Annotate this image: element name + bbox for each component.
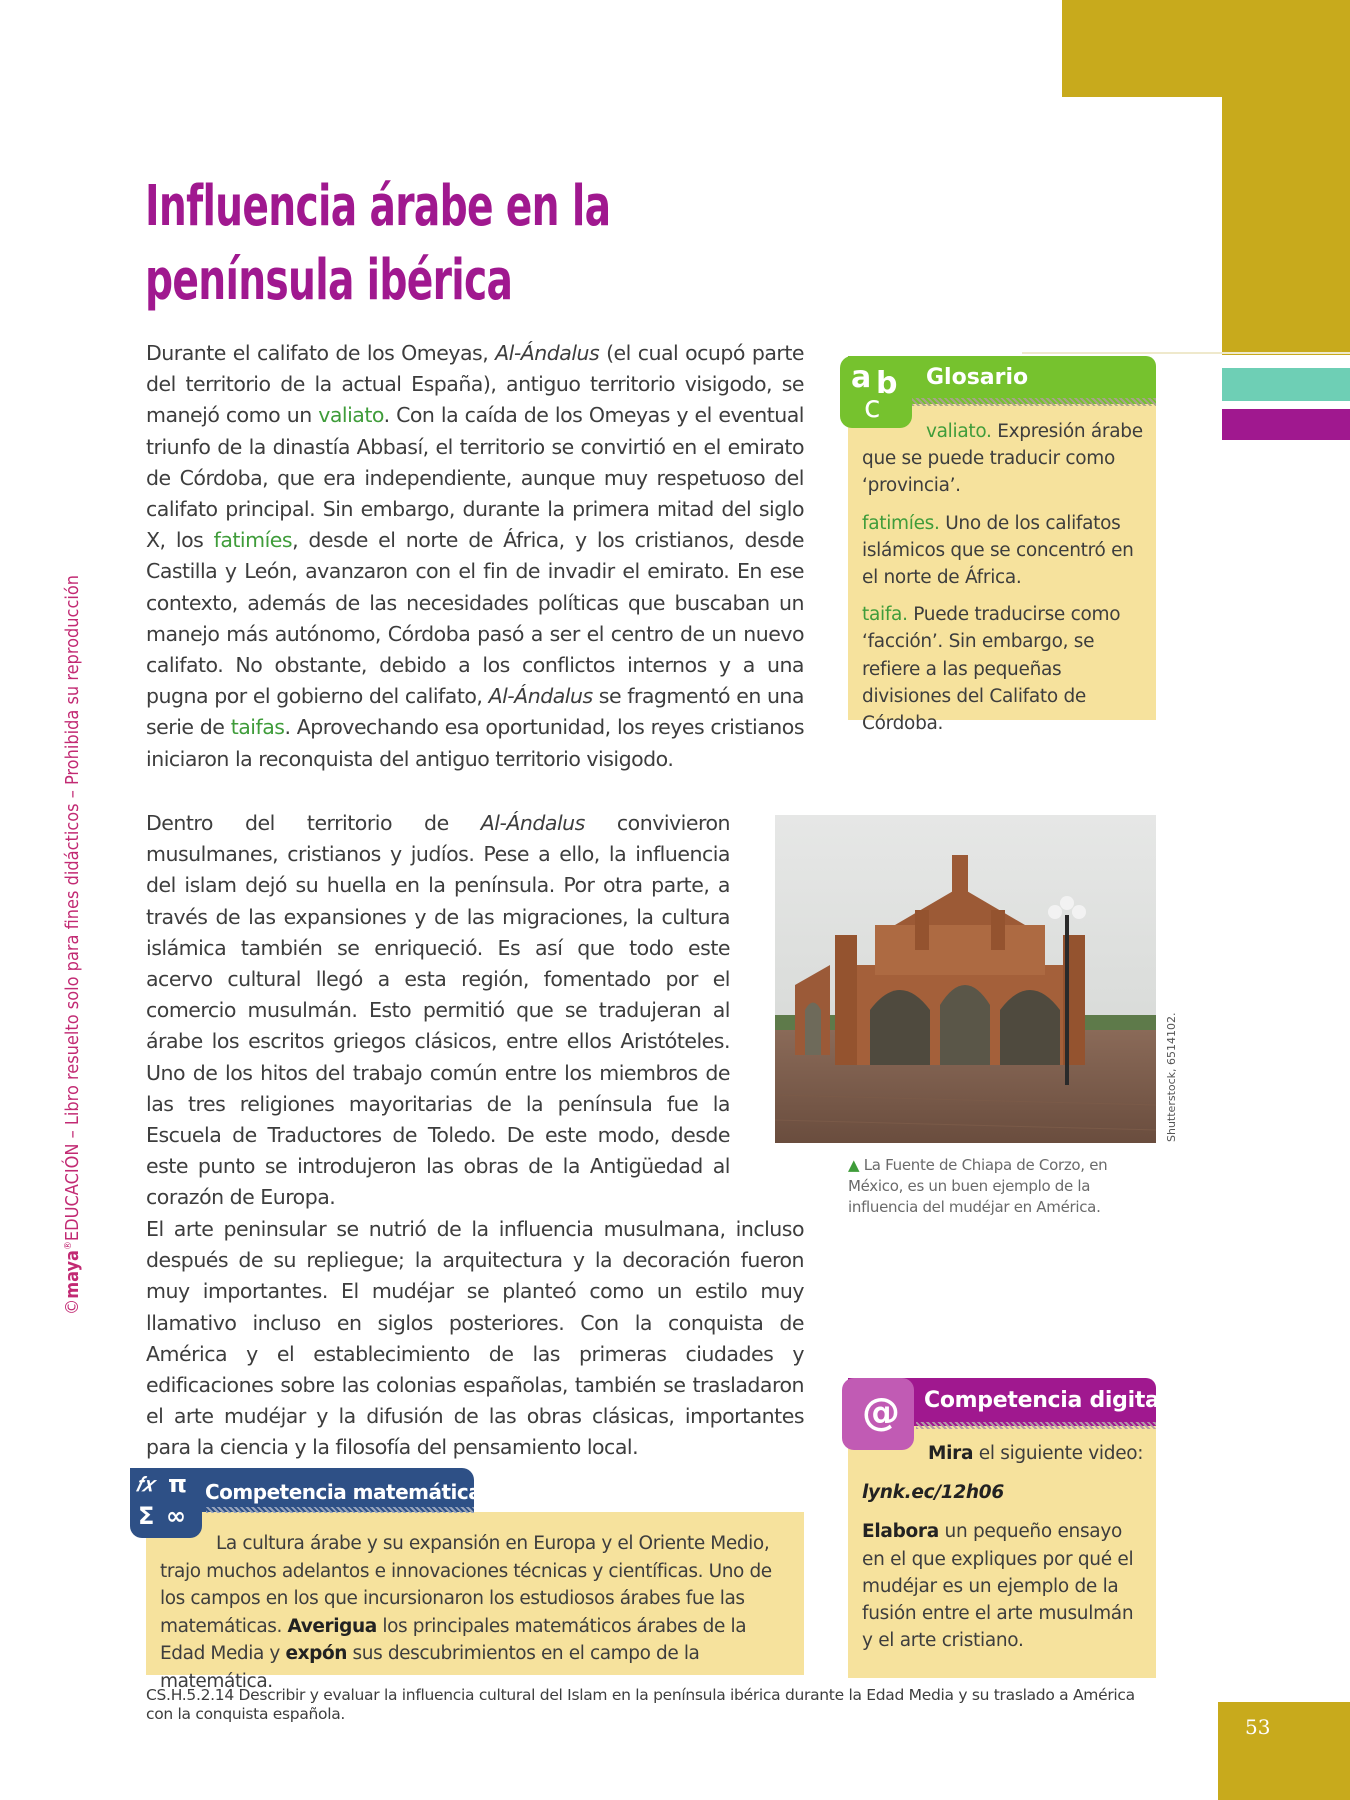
math-competence-text: La cultura árabe y su expansión en Europa y el Oriente Medio, trajo muchos adelantos e innovaciones técnicas y científicas. Uno de los campos en los que incursionaron los estudiosos árabes fue las matemáticas. Averigua los principales matemáticos árabes de la Edad Media y expón sus descubrimientos en el campo de la matemática. bbox=[160, 1533, 772, 1692]
video-link[interactable]: lynk.ec/12h06 bbox=[862, 1482, 1004, 1504]
glossary-header-stripe bbox=[912, 398, 1156, 406]
glossary-entry: taifa. Puede traducirse como ‘facción’. Sin embargo, se refiere a las pequeñas divisiones del Califato de Córdoba. bbox=[862, 604, 1121, 735]
paragraph-1: Durante el califato de los Omeyas, Al-Ándalus (el cual ocupó parte del territorio de la actual España), antiguo territorio visigodo, se manejó como un valiato. Con la caída de los Omeyas y el eventual triunfo de la dinastía Abbasí, el territorio se convirtió en el emirato de Córdoba, que era independiente, aunque muy respetuoso del califato principal. Sin embargo, durante la primera mitad del siglo X, los fatimíes, desde el norte de África, y los cristianos, desde Castilla y León, avanzaron con el fin de invadir el emirato. En ese contexto, además de las necesidades políticas que buscaban un manejo más autónomo, Córdoba pasó a ser el centro de un nuevo califato. No obstante, debido a los conflictos internos y a una pugna por el gobierno del califato, Al-Ándalus se fragmentó en una serie de taifas. Aprovechando esa oportunidad, los reyes cristianos iniciaron la reconquista del antiguo territorio visigodo. bbox=[146, 341, 805, 771]
glossary-entry: valiato. Expresión árabe que se puede traducir como ‘provincia’. bbox=[862, 421, 1143, 497]
math-competence-title: Competencia matemática bbox=[205, 1480, 482, 1504]
digital-competence-text bbox=[862, 1440, 1147, 1666]
caption-triangle-icon: ▲ bbox=[848, 1156, 860, 1174]
decorative-magenta-bar bbox=[1222, 409, 1350, 440]
digital-header-stripe bbox=[916, 1422, 1156, 1429]
glossary-term-fatimies: fatimíes bbox=[213, 528, 293, 553]
glossary-entry: fatimíes. Uno de los califatos islámicos que se concentró en el norte de África. bbox=[862, 512, 1134, 589]
decorative-teal-bar bbox=[1222, 368, 1350, 401]
copyright-vertical-text: ©maya®EDUCACIÓN – Libro resuelto solo para fines didácticos – Prohibida su reproducción bbox=[62, 574, 83, 1315]
photo-credit: Shutterstock, 6514102. bbox=[1165, 1012, 1178, 1142]
paragraph-2: Dentro del territorio de Al-Ándalus convivieron musulmanes, cristianos y judíos. Pese a ello, la influencia del islam dejó su huella en la península. Por otra parte, a través de las expansiones y de las migraciones, la cultura islámica también se enriqueció. Es así que todo este acervo cultural llegó a esta región, fomentado por el comercio musulmán. Esto permitió que se tradujeran al árabe los escritos griegos clásicos, entre ellos Aristóteles. Uno de los hitos del trabajo común entre los miembros de las tres religiones mayoritarias de la península fue la Escuela de Traductores de Toledo. De este modo, desde este punto se introdujeron las obras de la Antigüedad al corazón de Europa. bbox=[146, 811, 730, 1210]
digital-instruction-watch: Mira el siguiente video: bbox=[928, 1443, 1144, 1464]
decorative-gold-strip bbox=[1222, 97, 1350, 355]
glossary-abc-icon: a b c bbox=[840, 356, 912, 428]
digital-instruction-essay: Elabora un pequeño ensayo en el que expliques por qué el mudéjar es un ejemplo de la fusión entre el arte musulmán y el arte cristiano. bbox=[862, 1521, 1134, 1652]
photo-fuente-chiapa-de-corzo bbox=[775, 815, 1156, 1143]
page-number-box bbox=[1218, 1702, 1350, 1800]
page-title: Influencia árabe en la península ibérica bbox=[145, 174, 611, 313]
glossary-term-taifas: taifas bbox=[230, 715, 285, 740]
glossary-title: Glosario bbox=[926, 365, 1029, 390]
curriculum-standard-footer: CS.H.5.2.14 Describir y evaluar la influencia cultural del Islam en la península ibérica durante la Edad Media y su traslado a América con la conquista española. bbox=[146, 1686, 1135, 1723]
page-number: 53 bbox=[1245, 1715, 1271, 1739]
math-symbols-icon: 𝑓𝑥 π Σ ∞ bbox=[130, 1468, 202, 1538]
math-header-stripe bbox=[206, 1507, 474, 1513]
paragraph-3: El arte peninsular se nutrió de la influencia musulmana, incluso después de su repliegue; la arquitectura y la decoración fueron muy importantes. El mudéjar se planteó como un estilo muy llamativo incluso en siglos posteriores. Con la conquista de América y el establecimiento de las primeras ciudades y edificaciones sobre las colonias españolas, también se trasladaron el arte mudéjar y la difusión de las obras clásicas, importantes para la ciencia y la filosofía del pensamiento local. bbox=[146, 1217, 804, 1460]
photo-caption: ▲ La Fuente de Chiapa de Corzo, en México, es un buen ejemplo de la influencia del mudéjar en América. bbox=[848, 1156, 1108, 1216]
decorative-line bbox=[1022, 352, 1350, 354]
glossary-term-valiato: valiato bbox=[318, 403, 384, 428]
glossary-entries bbox=[862, 418, 1147, 747]
digital-competence-title: Competencia digital bbox=[924, 1388, 1167, 1413]
at-sign-icon: @ bbox=[842, 1378, 914, 1450]
decorative-gold-block bbox=[1062, 0, 1350, 97]
